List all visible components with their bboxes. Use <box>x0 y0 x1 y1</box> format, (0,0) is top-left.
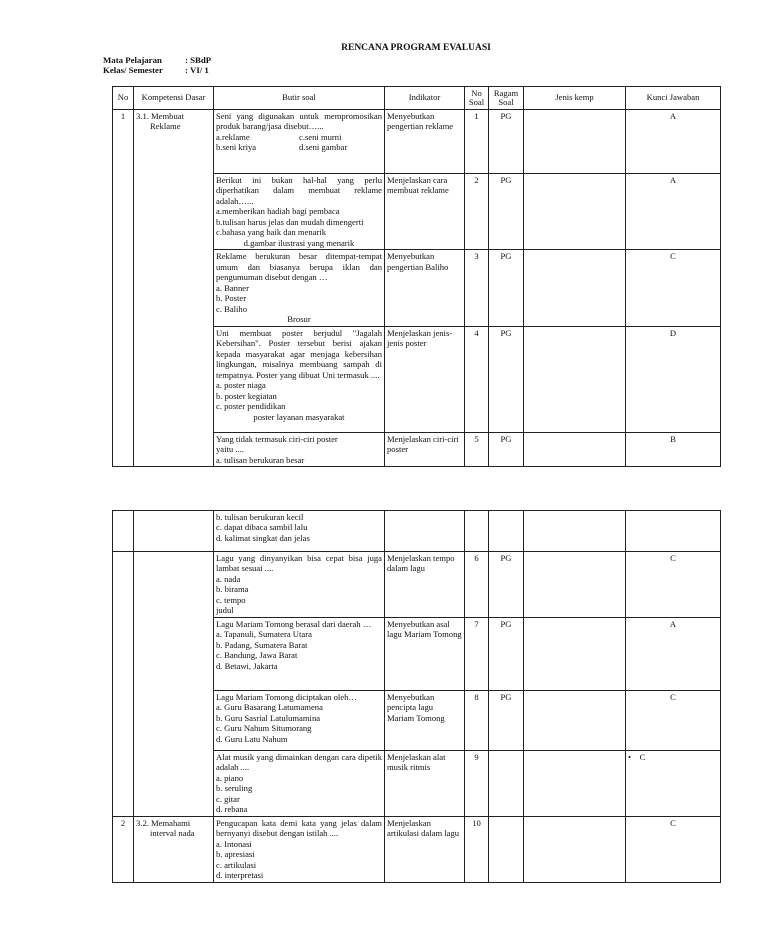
col-header-kunci: Kunci Jawaban <box>626 87 721 110</box>
table-header-row <box>113 87 721 110</box>
no-soal-cell: 3 <box>465 250 489 326</box>
kompetensi-cell: 3.1. Membuat Reklame <box>134 110 214 467</box>
jenis-cell <box>524 690 626 750</box>
jenis-cell <box>524 250 626 326</box>
no-soal-cell: 9 <box>465 750 489 816</box>
question-cell: Reklame berukuran besar ditempat-tempat umum dan biasanya berupa iklan dan pengumuman disebut dengan … a. Banner b. Poster c. Baliho Brosur <box>214 250 385 326</box>
row-number <box>113 552 134 817</box>
ragam-cell: PG <box>489 110 524 174</box>
indikator-cell: Menyebutkan pengertian reklame <box>385 110 465 174</box>
kunci-cell <box>626 750 721 816</box>
row-number: 1 <box>113 110 134 467</box>
kunci-cell: A <box>626 174 721 250</box>
kunci-cell: D <box>626 326 721 432</box>
kompetensi-cell: 3.2. Memahami interval nada <box>134 816 214 882</box>
table-row <box>113 816 721 882</box>
question-cell: Uni membuat poster berjudul "Jagalah Kebersihan". Poster tersebut berisi ajakan kepada masyarakat agar menjaga kebersihan lingkungan, misalnya membuang sampah di tempatnya. Poster yang dibuat Uni termasuk .... a. poster niaga b. poster kegiatan c. poster pendidikan poster layanan masyarakat <box>214 326 385 432</box>
jenis-cell <box>524 511 626 552</box>
kompetensi-cell <box>134 511 214 552</box>
evaluation-table-page-1 <box>112 86 721 467</box>
ragam-cell <box>489 511 524 552</box>
indikator-cell: Menjelaskan alat musik ritmis <box>385 750 465 816</box>
kunci-cell: A <box>626 110 721 174</box>
indikator-cell: Menyebutkan pencipta lagu Mariam Tomong <box>385 690 465 750</box>
kelas-value: : VI/ 1 <box>185 65 209 75</box>
question-cell: Alat musik yang dimainkan dengan cara dipetik adalah .... a. piano b. seruling c. gitar d. rebana <box>214 750 385 816</box>
kunci-cell <box>626 511 721 552</box>
ragam-cell: PG <box>489 432 524 466</box>
no-soal-cell: 10 <box>465 816 489 882</box>
mapel-value: : SBdP <box>185 55 212 65</box>
kunci-cell: C <box>626 250 721 326</box>
table-row <box>113 110 721 174</box>
kunci-cell: C <box>626 816 721 882</box>
indikator-cell: Menyebutkan pengertian Baliho <box>385 250 465 326</box>
no-soal-cell: 5 <box>465 432 489 466</box>
col-header-jenis: Jenis kemp <box>524 87 626 110</box>
jenis-cell <box>524 110 626 174</box>
ragam-cell <box>489 750 524 816</box>
document-title: RENCANA PROGRAM EVALUASI <box>341 43 491 53</box>
no-soal-cell: 1 <box>465 110 489 174</box>
question-cell: Lagu Mariam Tomong berasal dari daerah … a. Tapanuli, Sumatera Utara b. Padang, Sumatera Barat c. Bandung, Jawa Barat d. Betawi, Jakarta <box>214 617 385 690</box>
ragam-cell: PG <box>489 174 524 250</box>
kunci-cell: A <box>626 617 721 690</box>
kunci-value: C <box>639 751 646 762</box>
jenis-cell <box>524 552 626 618</box>
jenis-cell <box>524 432 626 466</box>
table-row <box>113 511 721 552</box>
jenis-cell <box>524 816 626 882</box>
question-cell: b. tulisan berukuran kecil c. dapat dibaca sambil lalu d. kalimat singkat dan jelas <box>214 511 385 552</box>
col-header-butir: Butir soal <box>214 87 385 110</box>
jenis-cell <box>524 617 626 690</box>
no-soal-cell: 8 <box>465 690 489 750</box>
question-cell: Yang tidak termasuk ciri-ciri poster yaitu .... a. tulisan berukuran besar <box>214 432 385 466</box>
no-soal-cell: 7 <box>465 617 489 690</box>
table-row <box>113 552 721 618</box>
indikator-cell: Menjelaskan cara membuat reklame <box>385 174 465 250</box>
ragam-cell <box>489 816 524 882</box>
question-cell: Pengucapan kata demi kata yang jelas dalam bernyanyi disebut dengan istilah .... a. Intonasi b. apresiasi c. artikulasi d. interpretasi <box>214 816 385 882</box>
kunci-cell: C <box>626 552 721 618</box>
indikator-cell: Menjelaskan jenis-jenis poster <box>385 326 465 432</box>
col-header-kompetensi: Kompetensi Dasar <box>134 87 214 110</box>
no-soal-cell: 2 <box>465 174 489 250</box>
no-soal-cell <box>465 511 489 552</box>
kompetensi-cell <box>134 552 214 817</box>
evaluation-table-page-2 <box>112 510 721 883</box>
question-cell: Lagu Mariam Tomong diciptakan oleh… a. Guru Basarang Latumamena b. Guru Sasrial Latulumamina c. Guru Nahum Situmorang d. Guru Latu Nahum <box>214 690 385 750</box>
ragam-cell: PG <box>489 617 524 690</box>
col-header-no-soal: No Soal <box>465 87 489 110</box>
kunci-cell: B <box>626 432 721 466</box>
indikator-cell <box>385 511 465 552</box>
row-number <box>113 511 134 552</box>
meta-kelas-semester <box>103 65 209 76</box>
col-header-indikator: Indikator <box>385 87 465 110</box>
ragam-cell: PG <box>489 690 524 750</box>
question-cell: Seni yang digunakan untuk mempromosikan produk barang/jasa disebut…... a.reklame c.seni murni b.seni kriya d.seni gambar <box>214 110 385 174</box>
mapel-label: Mata Pelajaran <box>103 55 162 65</box>
ragam-cell: PG <box>489 250 524 326</box>
jenis-cell <box>524 174 626 250</box>
jenis-cell <box>524 750 626 816</box>
row-number: 2 <box>113 816 134 882</box>
ragam-cell: PG <box>489 552 524 618</box>
indikator-cell: Menjelaskan tempo dalam lagu <box>385 552 465 618</box>
indikator-cell: Menyebutkan asal lagu Mariam Tomong <box>385 617 465 690</box>
question-cell: Lagu yang dinyanyikan bisa cepat bisa juga lambat sesuai .... a. nada b. birama c. tempo judul <box>214 552 385 618</box>
question-cell: Berikut ini bukan hal-hal yang perlu diperhatikan dalam membuat reklame adalah…... a.memberikan hadiah bagi pembaca b.tulisan harus jelas dan mudah dimengerti c.bahasa yang baik dan menarik d.gambar ilustrasi yang menarik <box>214 174 385 250</box>
kunci-cell: C <box>626 690 721 750</box>
col-header-no: No <box>113 87 134 110</box>
bullet-icon: • <box>628 751 632 762</box>
indikator-cell: Menjelaskan ciri-ciri poster <box>385 432 465 466</box>
kelas-label: Kelas/ Semester <box>103 65 163 75</box>
ragam-cell: PG <box>489 326 524 432</box>
col-header-ragam: Ragam Soal <box>489 87 524 110</box>
no-soal-cell: 4 <box>465 326 489 432</box>
jenis-cell <box>524 326 626 432</box>
no-soal-cell: 6 <box>465 552 489 618</box>
indikator-cell: Menjelaskan artikulasi dalam lagu <box>385 816 465 882</box>
